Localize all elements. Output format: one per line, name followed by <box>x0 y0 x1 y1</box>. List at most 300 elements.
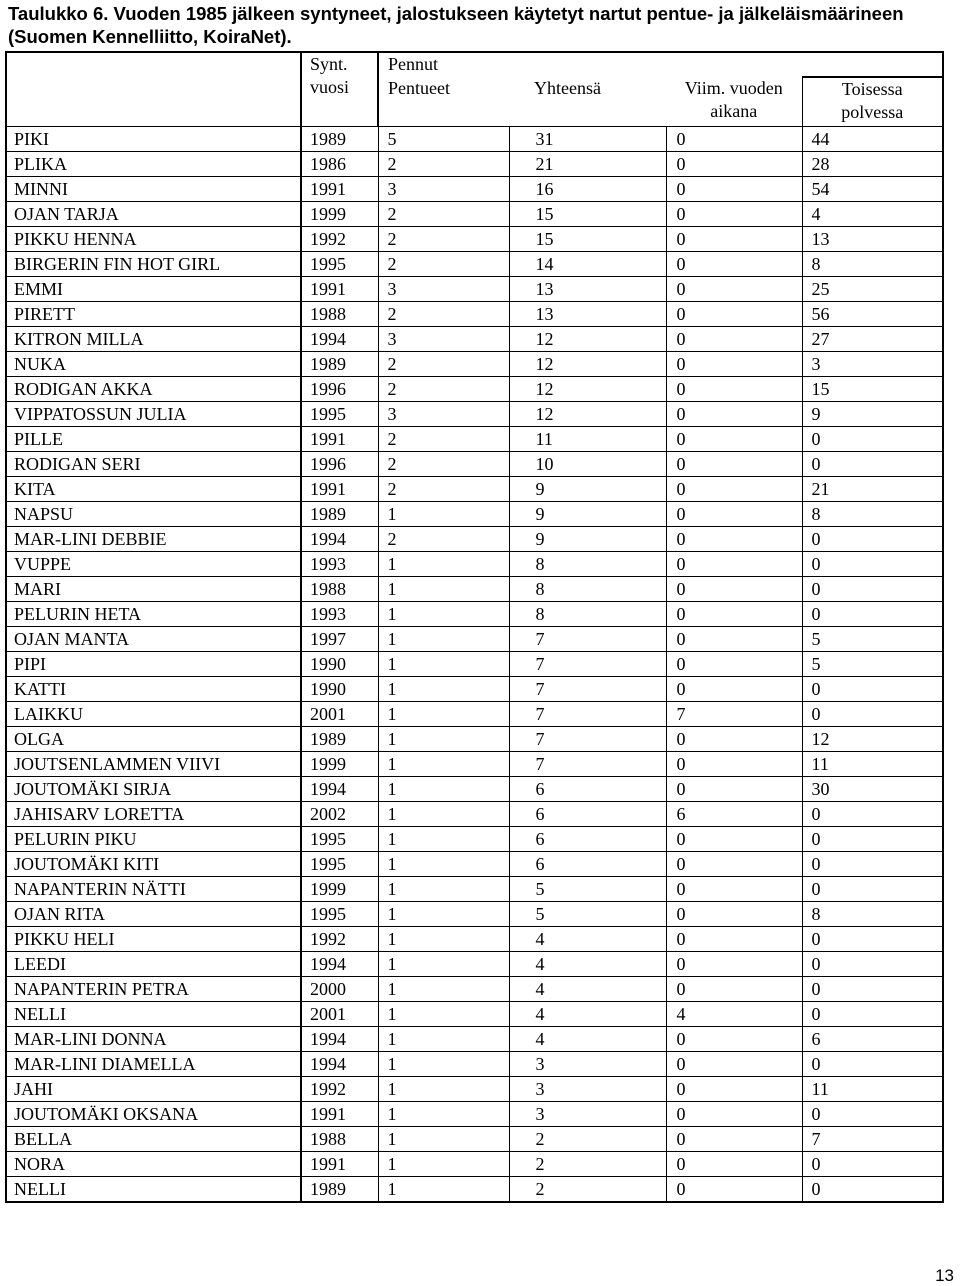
table-row <box>6 602 943 627</box>
last-year-cell: 0 <box>666 827 802 852</box>
birth-year-cell: 1996 <box>301 377 378 402</box>
dog-name-cell: BELLA <box>6 1127 301 1152</box>
birth-year-cell: 1995 <box>301 827 378 852</box>
header-birth-year <box>301 52 378 127</box>
litters-cell: 2 <box>378 152 509 177</box>
table-row <box>6 377 943 402</box>
last-year-cell: 4 <box>666 1002 802 1027</box>
table-row <box>6 1177 943 1203</box>
table-row <box>6 652 943 677</box>
birth-year-cell: 1989 <box>301 502 378 527</box>
second-generation-cell: 9 <box>802 402 943 427</box>
litters-cell: 1 <box>378 752 509 777</box>
last-year-cell: 0 <box>666 1177 802 1203</box>
last-year-cell: 0 <box>666 977 802 1002</box>
puppies-total-cell: 7 <box>509 677 666 702</box>
table-row <box>6 927 943 952</box>
second-generation-cell: 44 <box>802 127 943 152</box>
dog-name-cell: NELLI <box>6 1177 301 1203</box>
dog-name-cell: PIRETT <box>6 302 301 327</box>
table-row <box>6 777 943 802</box>
puppies-total-cell: 9 <box>509 477 666 502</box>
puppies-total-cell: 8 <box>509 577 666 602</box>
last-year-cell: 0 <box>666 727 802 752</box>
dog-name-cell: RODIGAN AKKA <box>6 377 301 402</box>
table-row <box>6 877 943 902</box>
litters-cell: 1 <box>378 1052 509 1077</box>
table-row <box>6 1002 943 1027</box>
second-generation-cell: 8 <box>802 902 943 927</box>
header-name-blank <box>6 52 301 127</box>
second-generation-cell: 0 <box>802 927 943 952</box>
dog-name-cell: PIKKU HENNA <box>6 227 301 252</box>
litters-cell: 1 <box>378 827 509 852</box>
table-row <box>6 1077 943 1102</box>
second-generation-cell: 3 <box>802 352 943 377</box>
dog-name-cell: EMMI <box>6 277 301 302</box>
litters-cell: 1 <box>378 702 509 727</box>
table-row <box>6 702 943 727</box>
litters-cell: 1 <box>378 652 509 677</box>
litters-cell: 2 <box>378 452 509 477</box>
last-year-cell: 0 <box>666 577 802 602</box>
second-generation-cell: 0 <box>802 977 943 1002</box>
last-year-cell: 0 <box>666 552 802 577</box>
table-row <box>6 527 943 552</box>
birth-year-cell: 2001 <box>301 1002 378 1027</box>
birth-year-cell: 1991 <box>301 177 378 202</box>
header-pentueet: Pentueet <box>378 77 509 127</box>
second-generation-cell: 0 <box>802 527 943 552</box>
birth-year-cell: 1989 <box>301 352 378 377</box>
second-generation-cell: 12 <box>802 727 943 752</box>
table-row <box>6 727 943 752</box>
litters-cell: 2 <box>378 227 509 252</box>
puppies-total-cell: 3 <box>509 1052 666 1077</box>
puppies-total-cell: 7 <box>509 702 666 727</box>
second-generation-cell: 0 <box>802 602 943 627</box>
birth-year-cell: 1991 <box>301 277 378 302</box>
litters-cell: 2 <box>378 352 509 377</box>
last-year-cell: 0 <box>666 1052 802 1077</box>
second-generation-cell: 11 <box>802 752 943 777</box>
table-row <box>6 152 943 177</box>
last-year-cell: 7 <box>666 702 802 727</box>
last-year-cell: 0 <box>666 202 802 227</box>
litters-cell: 1 <box>378 552 509 577</box>
page-number: 13 <box>935 1266 954 1285</box>
last-year-cell: 0 <box>666 527 802 552</box>
table-row <box>6 427 943 452</box>
birth-year-cell: 1991 <box>301 427 378 452</box>
litters-cell: 1 <box>378 1177 509 1203</box>
last-year-cell: 0 <box>666 602 802 627</box>
table-row <box>6 852 943 877</box>
dog-name-cell: JOUTOMÄKI OKSANA <box>6 1102 301 1127</box>
puppies-total-cell: 5 <box>509 877 666 902</box>
header-yhteensa: Yhteensä <box>509 77 666 127</box>
birth-year-cell: 1994 <box>301 952 378 977</box>
puppies-total-cell: 2 <box>509 1152 666 1177</box>
puppies-total-cell: 12 <box>509 402 666 427</box>
last-year-cell: 0 <box>666 427 802 452</box>
litters-cell: 3 <box>378 402 509 427</box>
header-birth-year-line1: Synt. <box>310 54 348 74</box>
puppies-total-cell: 16 <box>509 177 666 202</box>
last-year-cell: 0 <box>666 277 802 302</box>
last-year-cell: 0 <box>666 252 802 277</box>
header-birth-year-line2: vuosi <box>310 77 350 97</box>
birth-year-cell: 1997 <box>301 627 378 652</box>
second-generation-cell: 7 <box>802 1127 943 1152</box>
dog-name-cell: JOUTOMÄKI SIRJA <box>6 777 301 802</box>
table-row <box>6 1102 943 1127</box>
second-generation-cell: 21 <box>802 477 943 502</box>
table-row <box>6 202 943 227</box>
second-generation-cell: 0 <box>802 802 943 827</box>
second-generation-cell: 25 <box>802 277 943 302</box>
litters-cell: 3 <box>378 327 509 352</box>
puppies-total-cell: 8 <box>509 552 666 577</box>
second-generation-cell: 0 <box>802 1002 943 1027</box>
litters-cell: 3 <box>378 177 509 202</box>
dog-name-cell: MAR-LINI DEBBIE <box>6 527 301 552</box>
second-generation-cell: 8 <box>802 502 943 527</box>
birth-year-cell: 1993 <box>301 602 378 627</box>
table-row <box>6 452 943 477</box>
puppies-total-cell: 12 <box>509 327 666 352</box>
birth-year-cell: 1991 <box>301 477 378 502</box>
litters-cell: 1 <box>378 577 509 602</box>
litters-cell: 1 <box>378 977 509 1002</box>
second-generation-cell: 0 <box>802 1177 943 1203</box>
birth-year-cell: 1988 <box>301 1127 378 1152</box>
birth-year-cell: 1994 <box>301 1052 378 1077</box>
last-year-cell: 0 <box>666 1127 802 1152</box>
table-row <box>6 277 943 302</box>
dog-name-cell: BIRGERIN FIN HOT GIRL <box>6 252 301 277</box>
second-generation-cell: 0 <box>802 1102 943 1127</box>
puppies-total-cell: 4 <box>509 977 666 1002</box>
birth-year-cell: 1995 <box>301 902 378 927</box>
puppies-total-cell: 6 <box>509 852 666 877</box>
last-year-cell: 0 <box>666 1102 802 1127</box>
second-generation-cell: 0 <box>802 677 943 702</box>
last-year-cell: 0 <box>666 452 802 477</box>
last-year-cell: 0 <box>666 127 802 152</box>
dog-name-cell: JOUTSENLAMMEN VIIVI <box>6 752 301 777</box>
table-row <box>6 502 943 527</box>
last-year-cell: 0 <box>666 1077 802 1102</box>
puppies-total-cell: 5 <box>509 902 666 927</box>
dog-name-cell: NUKA <box>6 352 301 377</box>
birth-year-cell: 1994 <box>301 777 378 802</box>
birth-year-cell: 1993 <box>301 552 378 577</box>
litters-cell: 5 <box>378 127 509 152</box>
table-row <box>6 1027 943 1052</box>
second-generation-cell: 15 <box>802 377 943 402</box>
table-row <box>6 327 943 352</box>
breeding-females-table <box>5 51 944 1203</box>
litters-cell: 1 <box>378 1002 509 1027</box>
dog-name-cell: NELLI <box>6 1002 301 1027</box>
table-row <box>6 952 943 977</box>
last-year-cell: 0 <box>666 402 802 427</box>
litters-cell: 3 <box>378 277 509 302</box>
second-generation-cell: 4 <box>802 202 943 227</box>
puppies-total-cell: 7 <box>509 627 666 652</box>
table-row <box>6 902 943 927</box>
second-generation-cell: 13 <box>802 227 943 252</box>
birth-year-cell: 1999 <box>301 202 378 227</box>
dog-name-cell: NAPANTERIN PETRA <box>6 977 301 1002</box>
birth-year-cell: 1986 <box>301 152 378 177</box>
second-generation-cell: 30 <box>802 777 943 802</box>
dog-name-cell: MINNI <box>6 177 301 202</box>
dog-name-cell: PIPI <box>6 652 301 677</box>
puppies-total-cell: 31 <box>509 127 666 152</box>
dog-name-cell: NORA <box>6 1152 301 1177</box>
litters-cell: 1 <box>378 1027 509 1052</box>
table-row <box>6 627 943 652</box>
puppies-total-cell: 9 <box>509 527 666 552</box>
puppies-total-cell: 6 <box>509 827 666 852</box>
table-row <box>6 1052 943 1077</box>
puppies-total-cell: 4 <box>509 1002 666 1027</box>
litters-cell: 1 <box>378 877 509 902</box>
second-generation-cell: 56 <box>802 302 943 327</box>
litters-cell: 2 <box>378 377 509 402</box>
puppies-total-cell: 7 <box>509 727 666 752</box>
header-viim-line2: aikana <box>710 101 758 121</box>
second-generation-cell: 5 <box>802 627 943 652</box>
table-row <box>6 552 943 577</box>
header-row-1 <box>6 52 943 77</box>
puppies-total-cell: 10 <box>509 452 666 477</box>
puppies-total-cell: 14 <box>509 252 666 277</box>
second-generation-cell: 0 <box>802 577 943 602</box>
litters-cell: 1 <box>378 777 509 802</box>
birth-year-cell: 1991 <box>301 1152 378 1177</box>
litters-cell: 2 <box>378 427 509 452</box>
birth-year-cell: 1990 <box>301 677 378 702</box>
table-row <box>6 127 943 152</box>
birth-year-cell: 1988 <box>301 577 378 602</box>
puppies-total-cell: 2 <box>509 1127 666 1152</box>
last-year-cell: 6 <box>666 802 802 827</box>
dog-name-cell: JAHI <box>6 1077 301 1102</box>
last-year-cell: 0 <box>666 377 802 402</box>
table-row <box>6 477 943 502</box>
last-year-cell: 0 <box>666 952 802 977</box>
litters-cell: 2 <box>378 527 509 552</box>
last-year-cell: 0 <box>666 627 802 652</box>
puppies-total-cell: 4 <box>509 927 666 952</box>
birth-year-cell: 1991 <box>301 1102 378 1127</box>
puppies-total-cell: 15 <box>509 227 666 252</box>
second-generation-cell: 8 <box>802 252 943 277</box>
header-toisessa-line2: polvessa <box>841 102 904 122</box>
dog-name-cell: MARI <box>6 577 301 602</box>
litters-cell: 1 <box>378 1152 509 1177</box>
table-row <box>6 752 943 777</box>
last-year-cell: 0 <box>666 752 802 777</box>
table-row <box>6 227 943 252</box>
dog-name-cell: PELURIN HETA <box>6 602 301 627</box>
dog-name-cell: PLIKA <box>6 152 301 177</box>
puppies-total-cell: 8 <box>509 602 666 627</box>
dog-name-cell: PIKKU HELI <box>6 927 301 952</box>
header-toisessa-polvessa <box>802 77 943 127</box>
second-generation-cell: 0 <box>802 427 943 452</box>
last-year-cell: 0 <box>666 677 802 702</box>
litters-cell: 1 <box>378 677 509 702</box>
birth-year-cell: 1995 <box>301 852 378 877</box>
birth-year-cell: 1994 <box>301 327 378 352</box>
dog-name-cell: PILLE <box>6 427 301 452</box>
dog-name-cell: NAPANTERIN NÄTTI <box>6 877 301 902</box>
puppies-total-cell: 3 <box>509 1077 666 1102</box>
table-row <box>6 352 943 377</box>
second-generation-cell: 0 <box>802 952 943 977</box>
dog-name-cell: VUPPE <box>6 552 301 577</box>
puppies-total-cell: 4 <box>509 1027 666 1052</box>
litters-cell: 1 <box>378 502 509 527</box>
table-row <box>6 977 943 1002</box>
litters-cell: 2 <box>378 302 509 327</box>
litters-cell: 1 <box>378 627 509 652</box>
table-row <box>6 302 943 327</box>
dog-name-cell: KATTI <box>6 677 301 702</box>
second-generation-cell: 0 <box>802 1152 943 1177</box>
dog-name-cell: OLGA <box>6 727 301 752</box>
puppies-total-cell: 15 <box>509 202 666 227</box>
last-year-cell: 0 <box>666 502 802 527</box>
second-generation-cell: 54 <box>802 177 943 202</box>
dog-name-cell: OJAN MANTA <box>6 627 301 652</box>
dog-name-cell: VIPPATOSSUN JULIA <box>6 402 301 427</box>
last-year-cell: 0 <box>666 352 802 377</box>
birth-year-cell: 1990 <box>301 652 378 677</box>
puppies-total-cell: 13 <box>509 302 666 327</box>
birth-year-cell: 1992 <box>301 227 378 252</box>
table-row <box>6 1127 943 1152</box>
last-year-cell: 0 <box>666 327 802 352</box>
last-year-cell: 0 <box>666 477 802 502</box>
last-year-cell: 0 <box>666 152 802 177</box>
table-caption: Taulukko 6. Vuoden 1985 jälkeen syntyneet, jalostukseen käytetyt nartut pentue- ja jälkeläismäärineen (Suomen Kennelliitto, KoiraNet). <box>8 3 904 47</box>
second-generation-cell: 0 <box>802 702 943 727</box>
second-generation-cell: 0 <box>802 552 943 577</box>
second-generation-cell: 0 <box>802 1052 943 1077</box>
litters-cell: 1 <box>378 1102 509 1127</box>
header-pennut: Pennut <box>378 52 943 77</box>
dog-name-cell: LEEDI <box>6 952 301 977</box>
second-generation-cell: 0 <box>802 452 943 477</box>
dog-name-cell: JAHISARV LORETTA <box>6 802 301 827</box>
puppies-total-cell: 4 <box>509 952 666 977</box>
birth-year-cell: 2001 <box>301 702 378 727</box>
puppies-total-cell: 7 <box>509 652 666 677</box>
puppies-total-cell: 21 <box>509 152 666 177</box>
dog-name-cell: RODIGAN SERI <box>6 452 301 477</box>
birth-year-cell: 1992 <box>301 1077 378 1102</box>
litters-cell: 2 <box>378 202 509 227</box>
dog-name-cell: PIKI <box>6 127 301 152</box>
last-year-cell: 0 <box>666 1152 802 1177</box>
last-year-cell: 0 <box>666 927 802 952</box>
second-generation-cell: 28 <box>802 152 943 177</box>
birth-year-cell: 1988 <box>301 302 378 327</box>
header-viim-line1: Viim. vuoden <box>684 78 783 98</box>
puppies-total-cell: 13 <box>509 277 666 302</box>
table-row <box>6 177 943 202</box>
last-year-cell: 0 <box>666 1027 802 1052</box>
litters-cell: 1 <box>378 1077 509 1102</box>
table-row <box>6 802 943 827</box>
dog-name-cell: OJAN RITA <box>6 902 301 927</box>
second-generation-cell: 0 <box>802 877 943 902</box>
table-row <box>6 577 943 602</box>
litters-cell: 1 <box>378 952 509 977</box>
birth-year-cell: 1994 <box>301 1027 378 1052</box>
dog-name-cell: PELURIN PIKU <box>6 827 301 852</box>
dog-name-cell: MAR-LINI DIAMELLA <box>6 1052 301 1077</box>
header-toisessa-line1: Toisessa <box>841 79 903 99</box>
birth-year-cell: 1992 <box>301 927 378 952</box>
dog-name-cell: NAPSU <box>6 502 301 527</box>
puppies-total-cell: 12 <box>509 352 666 377</box>
litters-cell: 2 <box>378 252 509 277</box>
second-generation-cell: 5 <box>802 652 943 677</box>
last-year-cell: 0 <box>666 177 802 202</box>
last-year-cell: 0 <box>666 302 802 327</box>
birth-year-cell: 2000 <box>301 977 378 1002</box>
litters-cell: 2 <box>378 477 509 502</box>
litters-cell: 1 <box>378 902 509 927</box>
birth-year-cell: 1989 <box>301 727 378 752</box>
second-generation-cell: 6 <box>802 1027 943 1052</box>
header-viim-vuoden <box>666 77 802 127</box>
puppies-total-cell: 6 <box>509 802 666 827</box>
second-generation-cell: 27 <box>802 327 943 352</box>
birth-year-cell: 1995 <box>301 252 378 277</box>
birth-year-cell: 1999 <box>301 752 378 777</box>
table-row <box>6 252 943 277</box>
dog-name-cell: OJAN TARJA <box>6 202 301 227</box>
litters-cell: 1 <box>378 602 509 627</box>
birth-year-cell: 1989 <box>301 1177 378 1203</box>
last-year-cell: 0 <box>666 852 802 877</box>
table-row <box>6 402 943 427</box>
last-year-cell: 0 <box>666 652 802 677</box>
table-row <box>6 677 943 702</box>
birth-year-cell: 1999 <box>301 877 378 902</box>
table-row <box>6 1152 943 1177</box>
birth-year-cell: 1994 <box>301 527 378 552</box>
puppies-total-cell: 7 <box>509 752 666 777</box>
last-year-cell: 0 <box>666 227 802 252</box>
second-generation-cell: 0 <box>802 827 943 852</box>
puppies-total-cell: 11 <box>509 427 666 452</box>
puppies-total-cell: 3 <box>509 1102 666 1127</box>
dog-name-cell: KITA <box>6 477 301 502</box>
puppies-total-cell: 2 <box>509 1177 666 1203</box>
puppies-total-cell: 9 <box>509 502 666 527</box>
puppies-total-cell: 6 <box>509 777 666 802</box>
litters-cell: 1 <box>378 802 509 827</box>
birth-year-cell: 2002 <box>301 802 378 827</box>
